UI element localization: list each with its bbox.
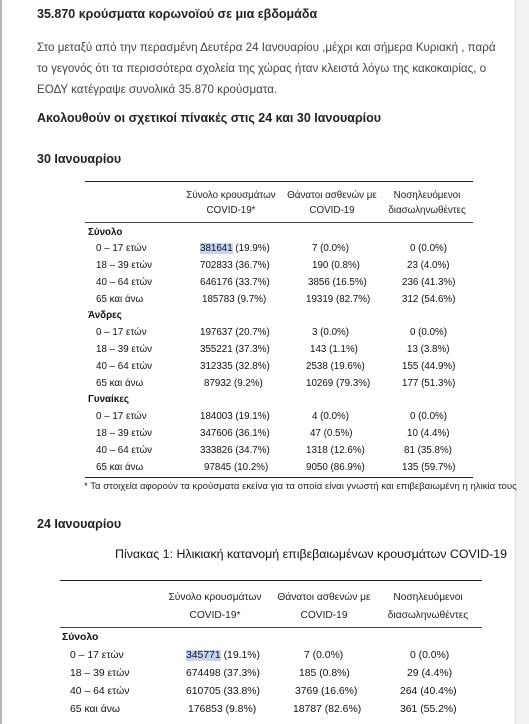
header-cases: Σύνολο κρουσμάτων COVID-19* [186,190,276,216]
cell-intubated: 264 (40.4%) [400,686,457,697]
cell-cases: 355221 (37.3%) [200,344,270,355]
section-heading-24-jan: 24 Ιανουαρίου [37,517,122,531]
cell-deaths: 143 (1.1%) [310,344,358,355]
cell-intubated: 236 (41.3%) [402,277,456,288]
cell-cases: 176853 (9.8%) [188,704,257,715]
cell-intubated: 81 (35.8%) [404,445,452,456]
header-deaths: Θάνατοι ασθενών με COVID-19 [287,190,377,216]
table-top-rule [60,580,482,581]
row-label: 0 – 17 ετών [70,650,124,661]
cell-intubated: 361 (55.2%) [400,704,457,715]
group-men: Άνδρες [88,310,122,321]
cell-deaths: 7 (0.0%) [312,243,350,254]
header-rule [60,627,482,628]
row-label: 65 και άνω [96,462,144,473]
cell-deaths: 3 (0.0%) [312,327,350,338]
cell-cases-pct: (19.1%) [220,650,260,661]
tables-subheading: Ακολουθούν οι σχετικοί πίνακές στις 24 και 30 Ιανουαρίου [37,111,382,125]
header-cases: Σύνολο κρουσμάτων COVID-19* [168,592,262,621]
cell-intubated: 135 (59.7%) [402,462,456,473]
cell-deaths: 18787 (82.6%) [293,704,362,715]
article-paragraph: Στο μεταξύ από την περασμένη Δευτέρα 24 Ιανουαρίου ,μέχρι και σήμερα Κυριακή , παρά το γεγονός ότι τα περισσότερα σχολεία της χώρας ήταν κλειστά λόγω της κακοκαιρίας, ο ΕΟΔΥ κατέγραψε συνολικά 35.870 κρούσματα. [37,41,496,96]
row-label: 0 – 17 ετών [96,243,147,254]
cell-cases: 87932 (9.2%) [204,378,263,389]
cell-cases-pct: (19.9%) [232,243,270,254]
table-footnote: * Τα στοιχεία αφορούν τα κρούσματα εκείνα για τα οποία είναι γνωστή και επιβεβαιωμένη η ηλικία τους [84,481,517,492]
cell-deaths: 190 (0.8%) [312,260,360,271]
header-intubated: Νοσηλευόμενοι διασωληνωθέντες [388,190,466,216]
section-heading-30-jan: 30 Ιανουαρίου [37,152,122,166]
header-intubated: Νοσηλευόμενοι διασωληνωθέντες [387,592,469,621]
cell-deaths: 10269 (79.3%) [306,378,371,389]
group-total: Σύνολο [62,632,99,643]
cell-cases: 702833 (36.7%) [200,260,270,271]
cell-deaths: 19319 (82.7%) [306,294,371,305]
row-label: 18 – 39 ετών [96,260,153,271]
cell-cases: 347606 (36.1%) [200,428,270,439]
group-women: Γυναίκες [88,394,129,405]
article-title: 35.870 κρούσματα κορωνοϊού σε μια εβδομάδα [37,7,318,21]
cell-intubated: 0 (0.0%) [410,411,448,422]
cell-deaths: 1318 (12.6%) [306,445,365,456]
cell-cases: 333826 (34.7%) [200,445,270,456]
cell-cases [186,650,260,661]
cell-deaths: 9050 (86.9%) [306,462,365,473]
cell-cases: 646176 (33.7%) [200,277,270,288]
cell-cases: 674498 (37.3%) [186,668,260,679]
row-label: 65 και άνω [96,378,144,389]
cell-deaths: 2538 (19.6%) [306,361,365,372]
cell-deaths: 47 (0.5%) [310,428,353,439]
row-label: 65 και άνω [96,294,144,305]
cell-intubated: 177 (51.3%) [402,378,456,389]
row-label: 40 – 64 ετών [96,445,153,456]
group-total: Σύνολο [88,227,123,238]
cell-intubated: 23 (4.0%) [407,260,450,271]
cell-cases: 185783 (9.7%) [202,294,267,305]
cell-cases: 197637 (20.7%) [200,327,270,338]
cell-intubated: 29 (4.4%) [407,668,453,679]
cell-intubated: 0 (0.0%) [410,243,448,254]
cell-intubated: 10 (4.4%) [407,428,450,439]
cell-intubated: 0 (0.0%) [410,650,450,661]
row-label: 0 – 17 ετών [96,327,147,338]
row-label: 40 – 64 ετών [96,277,153,288]
cell-intubated: 0 (0.0%) [410,327,448,338]
row-label: 18 – 39 ετών [96,344,153,355]
cell-intubated: 155 (44.9%) [402,361,456,372]
row-label: 18 – 39 ετών [70,668,130,679]
cell-deaths: 185 (0.8%) [299,668,350,679]
cell-deaths: 4 (0.0%) [312,411,350,422]
cell-intubated: 312 (54.6%) [402,294,456,305]
row-label: 40 – 64 ετών [70,686,130,697]
cell-cases: 97845 (10.2%) [204,462,269,473]
cell-cases: 312335 (32.8%) [200,361,270,372]
cell-deaths: 7 (0.0%) [304,650,344,661]
row-label: 40 – 64 ετών [96,361,153,372]
cell-deaths: 3856 (16.5%) [308,277,367,288]
cell-intubated: 13 (3.8%) [407,344,450,355]
table-title: Πίνακας 1: Ηλικιακή κατανομή επιβεβαιωμένων κρουσμάτων COVID-19 [115,547,508,561]
cell-cases: 184003 (19.1%) [200,411,270,422]
row-label: 65 και άνω [70,704,121,715]
cell-deaths: 3769 (16.6%) [295,686,358,697]
cell-cases: 610705 (33.8%) [186,686,260,697]
highlighted-value: 381641 [200,243,233,254]
header-deaths: Θάνατοι ασθενών με COVID-19 [277,592,371,621]
highlighted-value: 345771 [186,650,221,661]
row-label: 0 – 17 ετών [96,411,147,422]
row-label: 18 – 39 ετών [96,428,153,439]
